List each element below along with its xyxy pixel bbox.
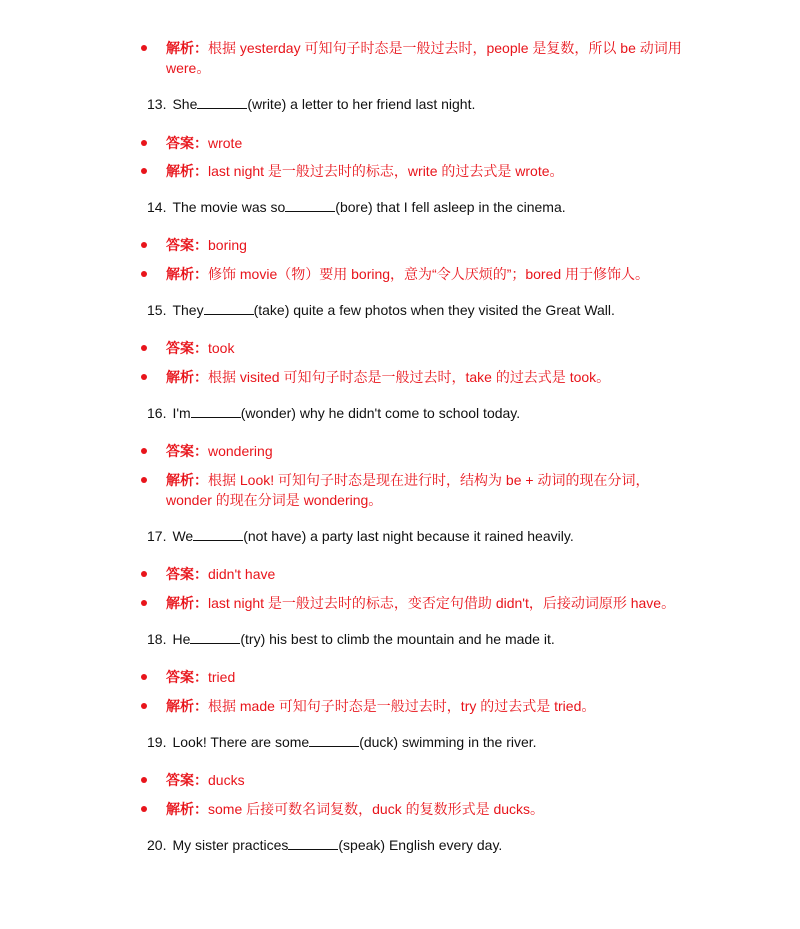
analysis-text: 根据 visited 可知句子时态是一般过去时，take 的过去式是 took。 [208, 369, 611, 385]
bullet-icon [141, 45, 147, 51]
answer-text: didn't have [208, 566, 276, 582]
answer-label: 答案： [166, 566, 208, 582]
answer-label: 答案： [166, 135, 208, 151]
question-number: 15. [147, 302, 167, 318]
answer-blank [285, 197, 335, 212]
answer-label: 答案： [166, 772, 208, 788]
analysis-label: 解析： [166, 801, 208, 817]
answer-text: wondering [208, 443, 273, 459]
question-prefix: We [172, 528, 194, 544]
bullet-icon [141, 271, 147, 277]
answer-blank [309, 732, 359, 747]
question-number: 18. [147, 631, 167, 647]
question-suffix: (speak) English every day. [338, 837, 503, 853]
question-suffix: (duck) swimming in the river. [359, 734, 537, 750]
question-suffix: (write) a letter to her friend last night. [247, 96, 476, 112]
question-suffix: (wonder) why he didn't come to school today. [240, 405, 521, 421]
answer-text: ducks [208, 772, 245, 788]
answer-blank [193, 526, 243, 541]
question-suffix: (not have) a party last night because it rained heavily. [243, 528, 574, 544]
bullet-icon [141, 140, 147, 146]
question-number: 16. [147, 405, 167, 421]
question-number: 19. [147, 734, 167, 750]
question-prefix: I'm [172, 405, 191, 421]
bullet-icon [141, 374, 147, 380]
question-18 [147, 629, 555, 649]
analysis-text: 根据 Look! 可知句子时态是现在进行时，结构为 be + 动词的现在分词，wonder 的现在分词是 wondering。 [166, 472, 650, 508]
question-prefix: She [172, 96, 198, 112]
answer-blank [204, 300, 254, 315]
question-15 [147, 300, 615, 320]
analysis-label: 解析： [166, 266, 208, 282]
question-prefix: The movie was so [172, 199, 286, 215]
answer-label: 答案： [166, 669, 208, 685]
answer-label: 答案： [166, 443, 208, 459]
question-suffix: (try) his best to climb the mountain and he made it. [240, 631, 555, 647]
question-suffix: (take) quite a few photos when they visited the Great Wall. [253, 302, 615, 318]
answer-blank [190, 629, 240, 644]
answer-text: wrote [208, 135, 243, 151]
question-number: 13. [147, 96, 167, 112]
question-prefix: My sister practices [172, 837, 289, 853]
question-16 [147, 403, 520, 423]
analysis-text: some 后接可数名词复数，duck 的复数形式是 ducks。 [208, 801, 545, 817]
question-20 [147, 835, 502, 855]
question-prefix: Look! There are some [172, 734, 310, 750]
bullet-icon [141, 674, 147, 680]
bullet-icon [141, 345, 147, 351]
question-13 [147, 94, 475, 114]
analysis-label: 解析： [166, 40, 208, 56]
question-number: 14. [147, 199, 167, 215]
analysis-label: 解析： [166, 698, 208, 714]
answer-text: boring [208, 237, 247, 253]
answer-blank [197, 94, 247, 109]
analysis-label: 解析： [166, 472, 208, 488]
bullet-icon [141, 168, 147, 174]
answer-label: 答案： [166, 237, 208, 253]
bullet-icon [141, 777, 147, 783]
question-17 [147, 526, 574, 546]
question-prefix: They [172, 302, 204, 318]
answer-text: took [208, 340, 235, 356]
question-prefix: He [172, 631, 191, 647]
analysis-text: 修饰 movie（物）要用 boring，意为“令人厌烦的”；bored 用于修饰人。 [208, 266, 650, 282]
analysis-label: 解析： [166, 595, 208, 611]
analysis-text: 根据 yesterday 可知句子时态是一般过去时，people 是复数，所以 be 动词用 were。 [166, 40, 682, 76]
answer-text: tried [208, 669, 236, 685]
question-19 [147, 732, 537, 752]
analysis-label: 解析： [166, 163, 208, 179]
analysis-text: last night 是一般过去时的标志，变否定句借助 didn't，后接动词原形 have。 [208, 595, 676, 611]
question-number: 20. [147, 837, 167, 853]
question-14 [147, 197, 566, 217]
bullet-icon [141, 477, 147, 483]
bullet-icon [141, 242, 147, 248]
answer-blank [191, 403, 241, 418]
bullet-icon [141, 448, 147, 454]
answer-label: 答案： [166, 340, 208, 356]
analysis-label: 解析： [166, 369, 208, 385]
bullet-icon [141, 806, 147, 812]
analysis-text: last night 是一般过去时的标志，write 的过去式是 wrote。 [208, 163, 564, 179]
bullet-icon [141, 703, 147, 709]
question-number: 17. [147, 528, 167, 544]
question-suffix: (bore) that I fell asleep in the cinema. [335, 199, 566, 215]
analysis-text: 根据 made 可知句子时态是一般过去时，try 的过去式是 tried。 [208, 698, 596, 714]
bullet-icon [141, 600, 147, 606]
bullet-icon [141, 571, 147, 577]
answer-blank [288, 835, 338, 850]
